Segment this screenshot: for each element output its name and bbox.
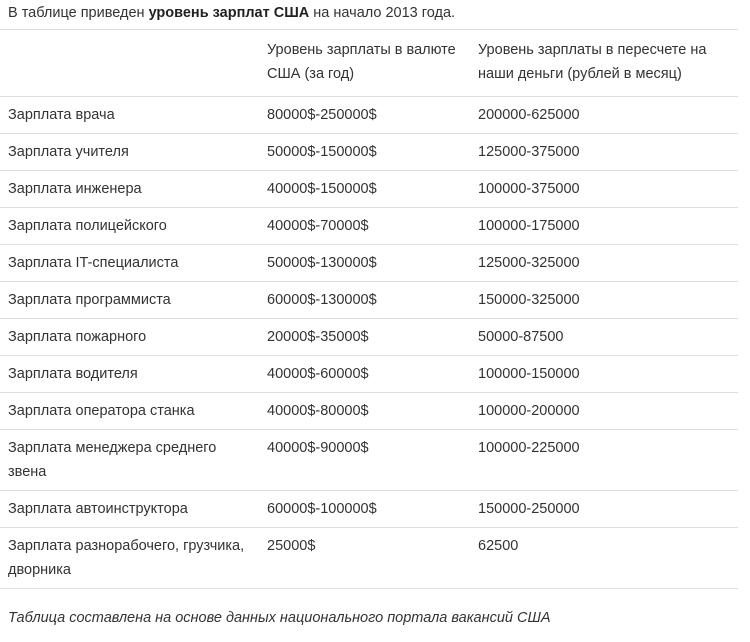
intro-text — [8, 4, 455, 22]
rub-salary-cell: 62500 — [470, 528, 738, 589]
usd-salary-cell: 40000$-80000$ — [259, 393, 470, 430]
profession-cell: Зарплата водителя — [0, 356, 259, 393]
table-row — [0, 393, 738, 430]
table-row — [0, 319, 738, 356]
profession-cell: Зарплата инженера — [0, 171, 259, 208]
header-cell-usd: Уровень зарплаты в валюте США (за год) — [259, 30, 470, 97]
rub-salary-cell: 125000-325000 — [470, 245, 738, 282]
profession-cell: Зарплата оператора станка — [0, 393, 259, 430]
rub-salary-cell: 100000-150000 — [470, 356, 738, 393]
rub-salary-cell: 100000-225000 — [470, 430, 738, 491]
header-cell-profession — [0, 30, 259, 97]
intro-bold: уровень зарплат США — [148, 5, 310, 21]
table-row — [0, 208, 738, 245]
profession-cell: Зарплата пожарного — [0, 319, 259, 356]
rub-salary-cell: 100000-200000 — [470, 393, 738, 430]
profession-cell: Зарплата IT-специалиста — [0, 245, 259, 282]
rub-salary-cell: 150000-325000 — [470, 282, 738, 319]
table-header-row — [0, 30, 738, 97]
table-row — [0, 171, 738, 208]
footnote: Таблица составлена на основе данных национального портала вакансий США — [8, 610, 551, 626]
table-row — [0, 282, 738, 319]
rub-salary-cell: 100000-375000 — [470, 171, 738, 208]
salary-table — [0, 29, 738, 589]
table-row — [0, 245, 738, 282]
profession-cell: Зарплата разнорабочего, грузчика, дворника — [0, 528, 259, 589]
rub-salary-cell: 125000-375000 — [470, 134, 738, 171]
profession-cell: Зарплата автоинструктора — [0, 491, 259, 528]
rub-salary-cell: 100000-175000 — [470, 208, 738, 245]
rub-salary-cell: 150000-250000 — [470, 491, 738, 528]
table-row — [0, 134, 738, 171]
profession-cell: Зарплата полицейского — [0, 208, 259, 245]
profession-cell: Зарплата врача — [0, 97, 259, 134]
table-row — [0, 430, 738, 491]
intro-suffix: на начало 2013 года. — [309, 5, 456, 21]
table-row — [0, 491, 738, 528]
usd-salary-cell: 80000$-250000$ — [259, 97, 470, 134]
rub-salary-cell: 50000-87500 — [470, 319, 738, 356]
table-body — [0, 97, 738, 589]
usd-salary-cell: 60000$-130000$ — [259, 282, 470, 319]
usd-salary-cell: 50000$-150000$ — [259, 134, 470, 171]
header-cell-rub: Уровень зарплаты в пересчете на наши деньги (рублей в месяц) — [470, 30, 738, 97]
table-row — [0, 356, 738, 393]
usd-salary-cell: 20000$-35000$ — [259, 319, 470, 356]
profession-cell: Зарплата менеджера среднего звена — [0, 430, 259, 491]
usd-salary-cell: 60000$-100000$ — [259, 491, 470, 528]
usd-salary-cell: 50000$-130000$ — [259, 245, 470, 282]
usd-salary-cell: 40000$-70000$ — [259, 208, 470, 245]
table-row — [0, 528, 738, 589]
usd-salary-cell: 40000$-60000$ — [259, 356, 470, 393]
profession-cell: Зарплата программиста — [0, 282, 259, 319]
profession-cell: Зарплата учителя — [0, 134, 259, 171]
usd-salary-cell: 40000$-90000$ — [259, 430, 470, 491]
intro-prefix: В таблице приведен — [8, 5, 149, 21]
rub-salary-cell: 200000-625000 — [470, 97, 738, 134]
usd-salary-cell: 25000$ — [259, 528, 470, 589]
table-row — [0, 97, 738, 134]
usd-salary-cell: 40000$-150000$ — [259, 171, 470, 208]
